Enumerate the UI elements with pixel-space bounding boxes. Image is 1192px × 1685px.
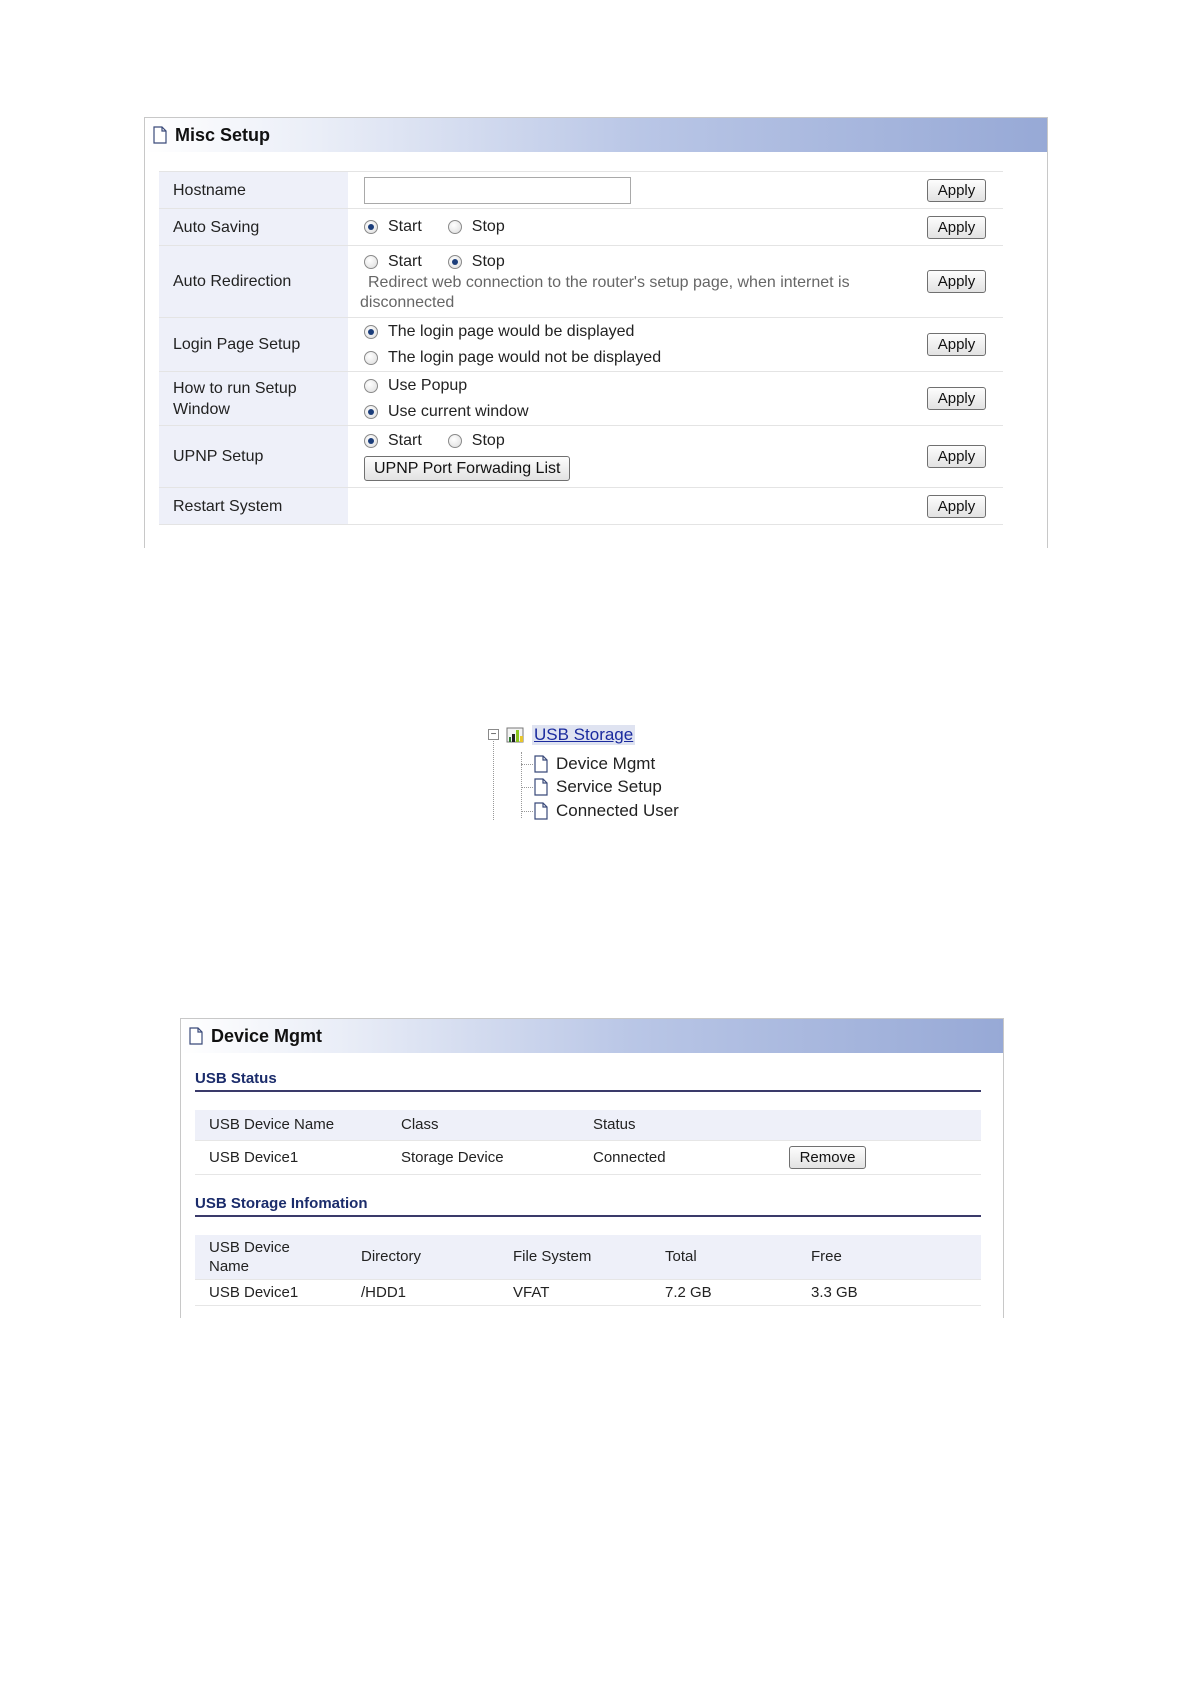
directory-cell: /HDD1 bbox=[347, 1279, 499, 1305]
document-icon bbox=[534, 755, 548, 773]
usb-storage-tree bbox=[488, 724, 718, 820]
tree-node-label: Service Setup bbox=[556, 777, 662, 796]
auto-saving-stop-option[interactable]: Stop bbox=[448, 218, 505, 236]
upnp-row bbox=[159, 426, 1003, 488]
remove-device-button[interactable]: Remove bbox=[789, 1146, 866, 1169]
device-name-cell: USB Device1 bbox=[195, 1279, 347, 1305]
collapse-icon[interactable]: − bbox=[488, 729, 499, 740]
auto-saving-row bbox=[159, 209, 1003, 246]
auto-redirection-start-option[interactable]: Start bbox=[364, 253, 422, 271]
login-page-not-displayed-option[interactable]: The login page would not be displayed bbox=[364, 349, 661, 367]
login-page-displayed-option[interactable]: The login page would be displayed bbox=[364, 323, 634, 341]
document-icon bbox=[189, 1027, 203, 1045]
auto-saving-label: Auto Saving bbox=[159, 209, 348, 246]
radio-unselected-icon[interactable] bbox=[448, 434, 462, 448]
restart-label: Restart System bbox=[159, 488, 348, 525]
upnp-port-forwarding-list-button[interactable]: UPNP Port Forwading List bbox=[364, 456, 570, 481]
radio-unselected-icon[interactable] bbox=[448, 220, 462, 234]
device-name-cell: USB Device1 bbox=[195, 1140, 387, 1174]
hostname-row bbox=[159, 172, 1003, 209]
table-row bbox=[195, 1140, 981, 1174]
column-header: File System bbox=[499, 1235, 651, 1279]
free-cell: 3.3 GB bbox=[797, 1279, 981, 1305]
tree-node-usb-storage[interactable] bbox=[506, 724, 635, 746]
usb-status-table bbox=[195, 1110, 981, 1175]
tree-node-service-setup[interactable] bbox=[534, 776, 662, 798]
section-divider bbox=[195, 1215, 981, 1217]
device-mgmt-title: Device Mgmt bbox=[211, 1025, 323, 1046]
section-divider bbox=[195, 1090, 981, 1092]
table-header-row bbox=[195, 1235, 981, 1279]
tree-connector bbox=[521, 787, 533, 788]
document-icon bbox=[534, 802, 548, 820]
auto-saving-start-option[interactable]: Start bbox=[364, 218, 422, 236]
column-header: USB Device Name bbox=[195, 1110, 387, 1140]
tree-connector bbox=[521, 811, 533, 812]
upnp-start-option[interactable]: Start bbox=[364, 432, 422, 450]
auto-redirection-row bbox=[159, 246, 1003, 318]
tree-node-device-mgmt[interactable] bbox=[534, 753, 655, 775]
table-row bbox=[195, 1279, 981, 1305]
misc-setup-panel bbox=[144, 117, 1048, 548]
upnp-apply-button[interactable]: Apply bbox=[927, 445, 986, 468]
hostname-apply-button[interactable]: Apply bbox=[927, 179, 986, 202]
column-header: Directory bbox=[347, 1235, 499, 1279]
misc-setup-title-bar bbox=[145, 118, 1047, 152]
tree-connector bbox=[521, 764, 533, 765]
restart-row bbox=[159, 488, 1003, 525]
column-header: Total bbox=[651, 1235, 797, 1279]
radio-unselected-icon[interactable] bbox=[364, 255, 378, 269]
radio-unselected-icon[interactable] bbox=[364, 351, 378, 365]
hostname-input[interactable] bbox=[364, 177, 631, 204]
auto-saving-apply-button[interactable]: Apply bbox=[927, 216, 986, 239]
column-header: Status bbox=[579, 1110, 775, 1140]
usb-storage-info-table bbox=[195, 1235, 981, 1306]
radio-selected-icon[interactable] bbox=[448, 255, 462, 269]
radio-selected-icon[interactable] bbox=[364, 220, 378, 234]
setup-window-row bbox=[159, 372, 1003, 426]
login-page-row bbox=[159, 318, 1003, 372]
usb-status-section-title: USB Status bbox=[195, 1070, 277, 1087]
use-popup-option[interactable]: Use Popup bbox=[364, 377, 467, 395]
setup-window-apply-button[interactable]: Apply bbox=[927, 387, 986, 410]
restart-apply-button[interactable]: Apply bbox=[927, 495, 986, 518]
tree-connector bbox=[493, 734, 494, 820]
auto-redirection-note: Redirect web connection to the router's setup page, when internet is disconnected bbox=[360, 273, 850, 311]
login-page-label: Login Page Setup bbox=[159, 318, 348, 372]
column-header: Class bbox=[387, 1110, 579, 1140]
document-icon bbox=[153, 126, 167, 144]
status-cell: Connected bbox=[579, 1140, 775, 1174]
class-cell: Storage Device bbox=[387, 1140, 579, 1174]
file-system-cell: VFAT bbox=[499, 1279, 651, 1305]
usb-storage-icon bbox=[506, 726, 526, 744]
tree-node-label: Connected User bbox=[556, 801, 679, 820]
device-mgmt-panel bbox=[180, 1018, 1004, 1318]
auto-redirection-stop-option[interactable]: Stop bbox=[448, 253, 505, 271]
radio-selected-icon[interactable] bbox=[364, 434, 378, 448]
tree-connector bbox=[521, 752, 522, 818]
tree-node-label: Device Mgmt bbox=[556, 754, 656, 773]
auto-redirection-apply-button[interactable]: Apply bbox=[927, 270, 986, 293]
misc-setup-title: Misc Setup bbox=[175, 124, 271, 145]
table-header-row bbox=[195, 1110, 981, 1140]
setup-window-label: How to run Setup Window bbox=[159, 372, 348, 426]
column-header: Free bbox=[797, 1235, 981, 1279]
total-cell: 7.2 GB bbox=[651, 1279, 797, 1305]
document-icon bbox=[534, 778, 548, 796]
column-header: USB Device Name bbox=[195, 1235, 347, 1279]
radio-selected-icon[interactable] bbox=[364, 325, 378, 339]
radio-unselected-icon[interactable] bbox=[364, 379, 378, 393]
hostname-label: Hostname bbox=[159, 172, 348, 209]
use-current-window-option[interactable]: Use current window bbox=[364, 403, 529, 421]
radio-selected-icon[interactable] bbox=[364, 405, 378, 419]
upnp-stop-option[interactable]: Stop bbox=[448, 432, 505, 450]
misc-setup-table bbox=[159, 171, 1003, 525]
device-mgmt-title-bar bbox=[181, 1019, 1003, 1053]
login-page-apply-button[interactable]: Apply bbox=[927, 333, 986, 356]
tree-root-label[interactable]: USB Storage bbox=[534, 725, 634, 744]
auto-redirection-label: Auto Redirection bbox=[159, 246, 348, 318]
usb-storage-info-section-title: USB Storage Infomation bbox=[195, 1195, 368, 1212]
upnp-label: UPNP Setup bbox=[159, 426, 348, 488]
tree-node-connected-user[interactable] bbox=[534, 800, 679, 822]
